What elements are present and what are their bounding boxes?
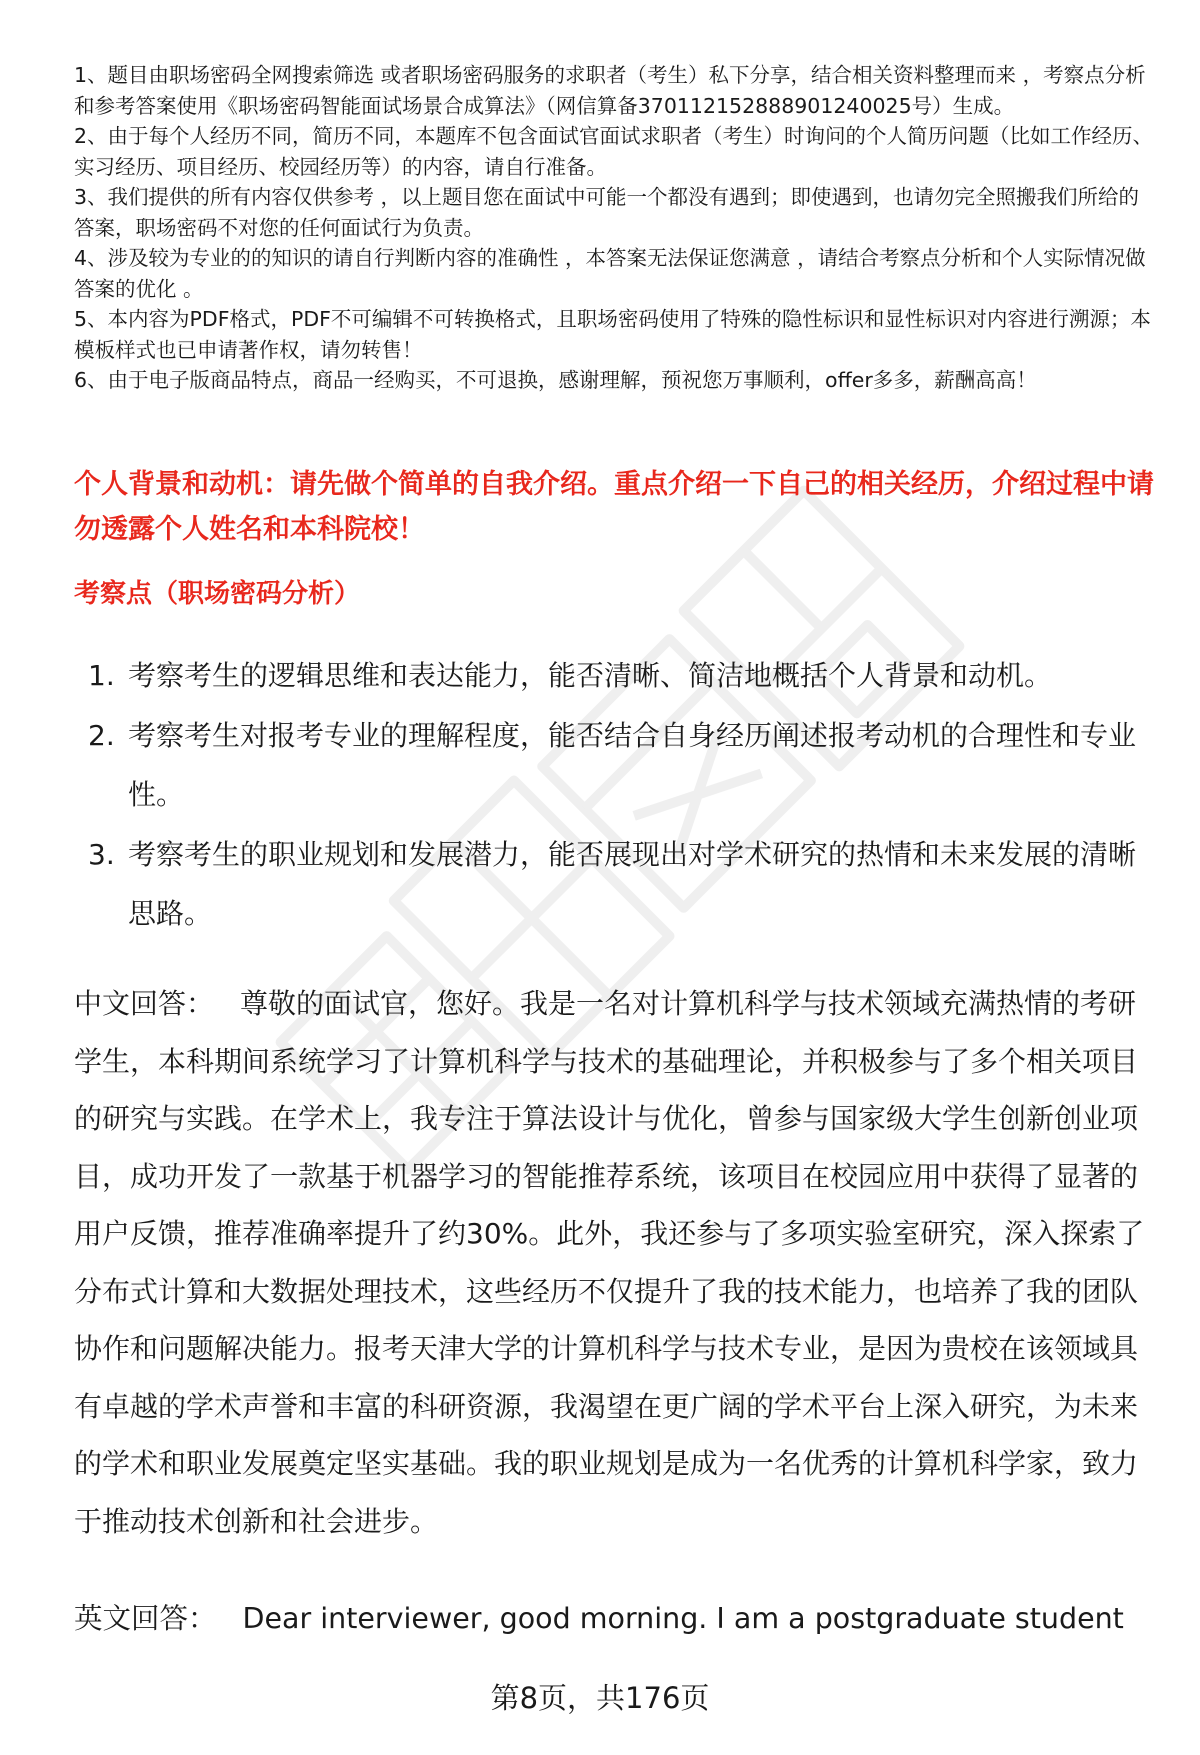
chinese-answer-label: 中文回答： xyxy=(74,987,215,1020)
notice-item: 4、涉及较为专业的的知识的请自行判断内容的准确性 ，本答案无法保证您满意 ，请结合考察点分析和个人实际情况做答案的优化 。 xyxy=(74,246,1146,301)
notice-item: 1、题目由职场密码全网搜索筛选 或者职场密码服务的求职者（考生）私下分享，结合相关资料整理而来 ，考察点分析和参考答案使用《职场密码智能面试场景合成算法》（网信算备370112152888901240025号）生成。 xyxy=(74,63,1146,118)
chinese-answer xyxy=(74,975,1154,1550)
english-answer xyxy=(74,1595,1154,1643)
list-text: 考察考生的逻辑思维和表达能力，能否清晰、简洁地概括个人背景和动机。 xyxy=(128,659,1053,692)
list-text: 考察考生对报考专业的理解程度，能否结合自身经历阐述报考动机的合理性和专业性。 xyxy=(128,718,1137,811)
page-number: 第8页，共176页 xyxy=(490,1681,710,1715)
list-item xyxy=(74,706,1154,825)
list-number: 3. xyxy=(88,837,115,871)
section-title: 考察点（职场密码分析） xyxy=(74,579,361,609)
notice-list xyxy=(74,60,1154,396)
list-number: 1. xyxy=(88,659,115,692)
notice-item: 2、由于每个人经历不同，简历不同，本题库不包含面试官面试求职者（考生）时询问的个人简历问题（比如工作经历、实习经历、项目经历、校园经历等）的内容，请自行准备。 xyxy=(74,124,1154,179)
list-item xyxy=(74,646,1154,706)
assessment-points xyxy=(74,646,1154,944)
english-answer-text: Dear interviewer, good morning. I am a postgraduate student xyxy=(242,1602,1124,1635)
list-text: 考察考生的职业规划和发展潜力，能否展现出对学术研究的热情和未来发展的清晰思路。 xyxy=(128,837,1137,930)
list-number: 2. xyxy=(88,718,115,752)
english-answer-label: 英文回答： xyxy=(74,1602,217,1635)
interview-question: 个人背景和动机：请先做个简单的自我介绍。重点介绍一下自己的相关经历，介绍过程中请勿透露个人姓名和本科院校！ xyxy=(74,469,1154,545)
notice-item: 5、本内容为PDF格式，PDF不可编辑不可转换格式，且职场密码使用了特殊的隐性标识和显性标识对内容进行溯源；本模板样式也已申请著作权，请勿转售！ xyxy=(74,307,1151,362)
notice-item: 3、我们提供的所有内容仅供参考 ，以上题目您在面试中可能一个都没有遇到；即使遇到，也请勿完全照搬我们所给的答案，职场密码不对您的任何面试行为负责。 xyxy=(74,185,1140,240)
notice-item: 6、由于电子版商品特点，商品一经购买，不可退换，感谢理解，预祝您万事顺利，offer多多，薪酬高高！ xyxy=(74,368,1037,392)
chinese-answer-text: 尊敬的面试官，您好。我是一名对计算机科学与技术领域充满热情的考研学生，本科期间系统学习了计算机科学与技术的基础理论，并积极参与了多个相关项目的研究与实践。在学术上，我专注于算法设计与优化，曾参与国家级大学生创新创业项目，成功开发了一款基于机器学习的智能推荐系统，该项目在校园应用中获得了显著的用户反馈，推荐准确率提升了约30%。此外，我还参与了多项实验室研究，深入探索了分布式计算和大数据处理技术，这些经历不仅提升了我的技术能力，也培养了我的团队协作和问题解决能力。报考天津大学的计算机科学与技术专业，是因为贵校在该领域具有卓越的学术声誉和丰富的科研资源，我渴望在更广阔的学术平台上深入研究，为未来的学术和职业发展奠定坚实基础。我的职业规划是成为一名优秀的计算机科学家，致力于推动技术创新和社会进步。 xyxy=(74,987,1145,1538)
list-item xyxy=(74,825,1154,944)
